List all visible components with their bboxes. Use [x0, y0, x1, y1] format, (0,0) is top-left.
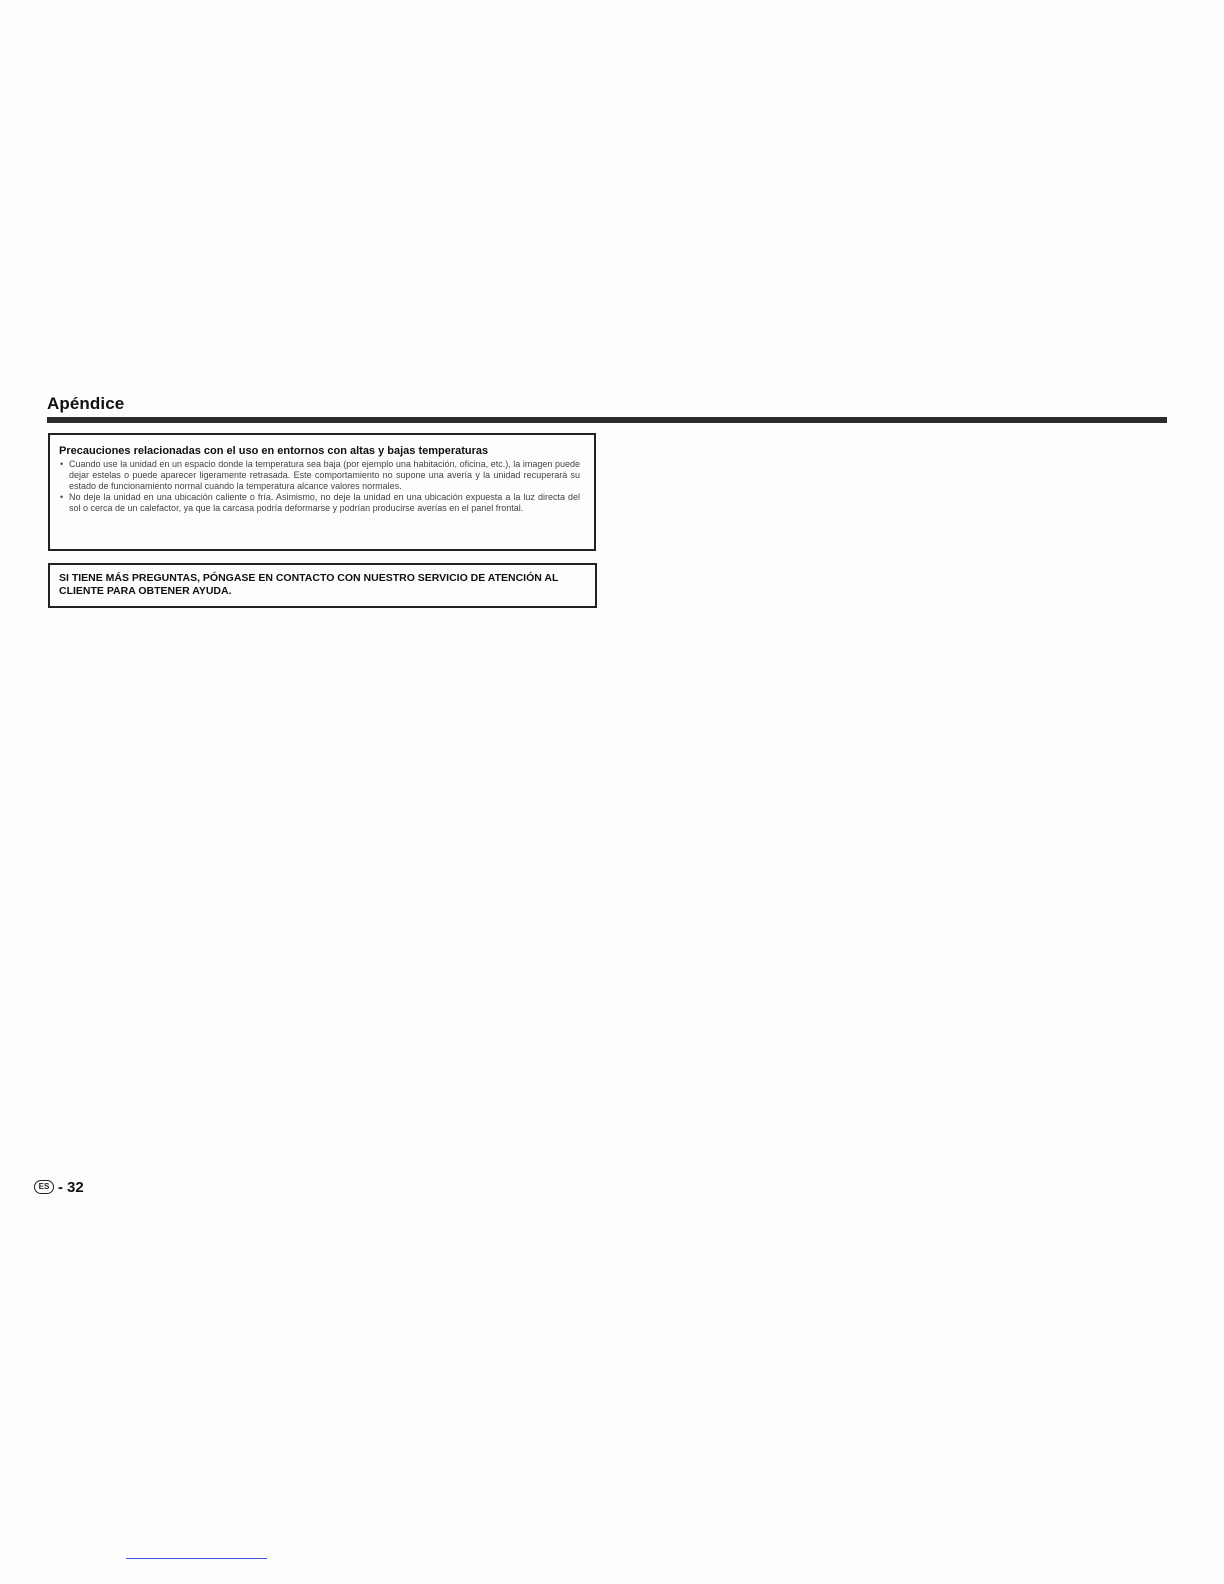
page-number: 32	[67, 1178, 84, 1196]
section-title: Apéndice	[47, 394, 125, 413]
language-badge-icon: ES	[34, 1180, 54, 1194]
page-footer	[34, 1177, 84, 1197]
customer-service-notice	[48, 563, 597, 608]
caution-item-text: Cuando use la unidad en un espacio donde la temperatura sea baja (por ejemplo una habitación, oficina, etc.), la imagen puede dejar estelas o puede aparecer ligeramente retrasada. Este comportamiento no supone una avería y la unidad recuperará su estado de funcionamiento normal cuando la temperatura alcance valores normales.	[69, 459, 580, 491]
temperature-caution-box	[48, 433, 596, 551]
caution-item	[59, 492, 580, 514]
bottom-line	[126, 1558, 267, 1559]
caution-list	[59, 459, 580, 514]
section-divider	[47, 417, 1167, 423]
caution-item	[59, 459, 580, 492]
customer-service-text: SI TIENE MÁS PREGUNTAS, PÓNGASE EN CONTACTO CON NUESTRO SERVICIO DE ATENCIÓN AL CLIENTE PARA OBTENER AYUDA.	[59, 572, 559, 597]
bullet-icon: •	[60, 492, 64, 502]
caution-title: Precauciones relacionadas con el uso en entornos con altas y bajas temperaturas	[59, 445, 489, 457]
bullet-icon: •	[60, 459, 64, 469]
page-separator: -	[58, 1178, 63, 1196]
caution-item-text: No deje la unidad en una ubicación caliente o fría. Asimismo, no deje la unidad en una ubicación expuesta a la luz directa del sol o cerca de un calefactor, ya que la carcasa podría deformarse y podrían producirse averías en el panel frontal.	[69, 492, 580, 513]
